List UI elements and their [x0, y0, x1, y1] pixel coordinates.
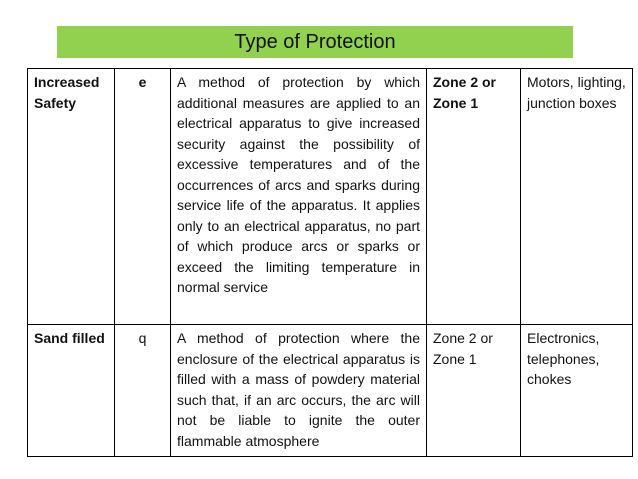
table-row: [28, 325, 633, 457]
protection-zone: Zone 2 or Zone 1: [427, 69, 521, 325]
protection-applications: Electronics, telephones, chokes: [521, 325, 633, 457]
protection-description: A method of protection where the enclosure of the electrical apparatus is filled with a mass of powdery material such that, if an arc occurs, the arc will not be liable to ignite the outer flammable atmosphere: [171, 325, 427, 457]
page-title: Type of Protection: [234, 30, 396, 53]
protection-code: e: [115, 69, 171, 325]
protection-code: q: [115, 325, 171, 457]
protection-table: [27, 68, 633, 457]
protection-name: Increased Safety: [28, 69, 115, 325]
title-banner: [57, 26, 573, 58]
protection-applications: Motors, lighting, junction boxes: [521, 69, 633, 325]
protection-zone: Zone 2 or Zone 1: [427, 325, 521, 457]
protection-name: Sand filled: [28, 325, 115, 457]
protection-description: A method of protection by which additional measures are applied to an electrical apparatus to give increased security against the possibility of excessive temperatures and of the occurrences of arcs and sparks during service life of the apparatus. It applies only to an electrical apparatus, no part of which produce arcs or sparks or exceed the limiting temperature in normal service: [171, 69, 427, 325]
table-row: [28, 69, 633, 325]
